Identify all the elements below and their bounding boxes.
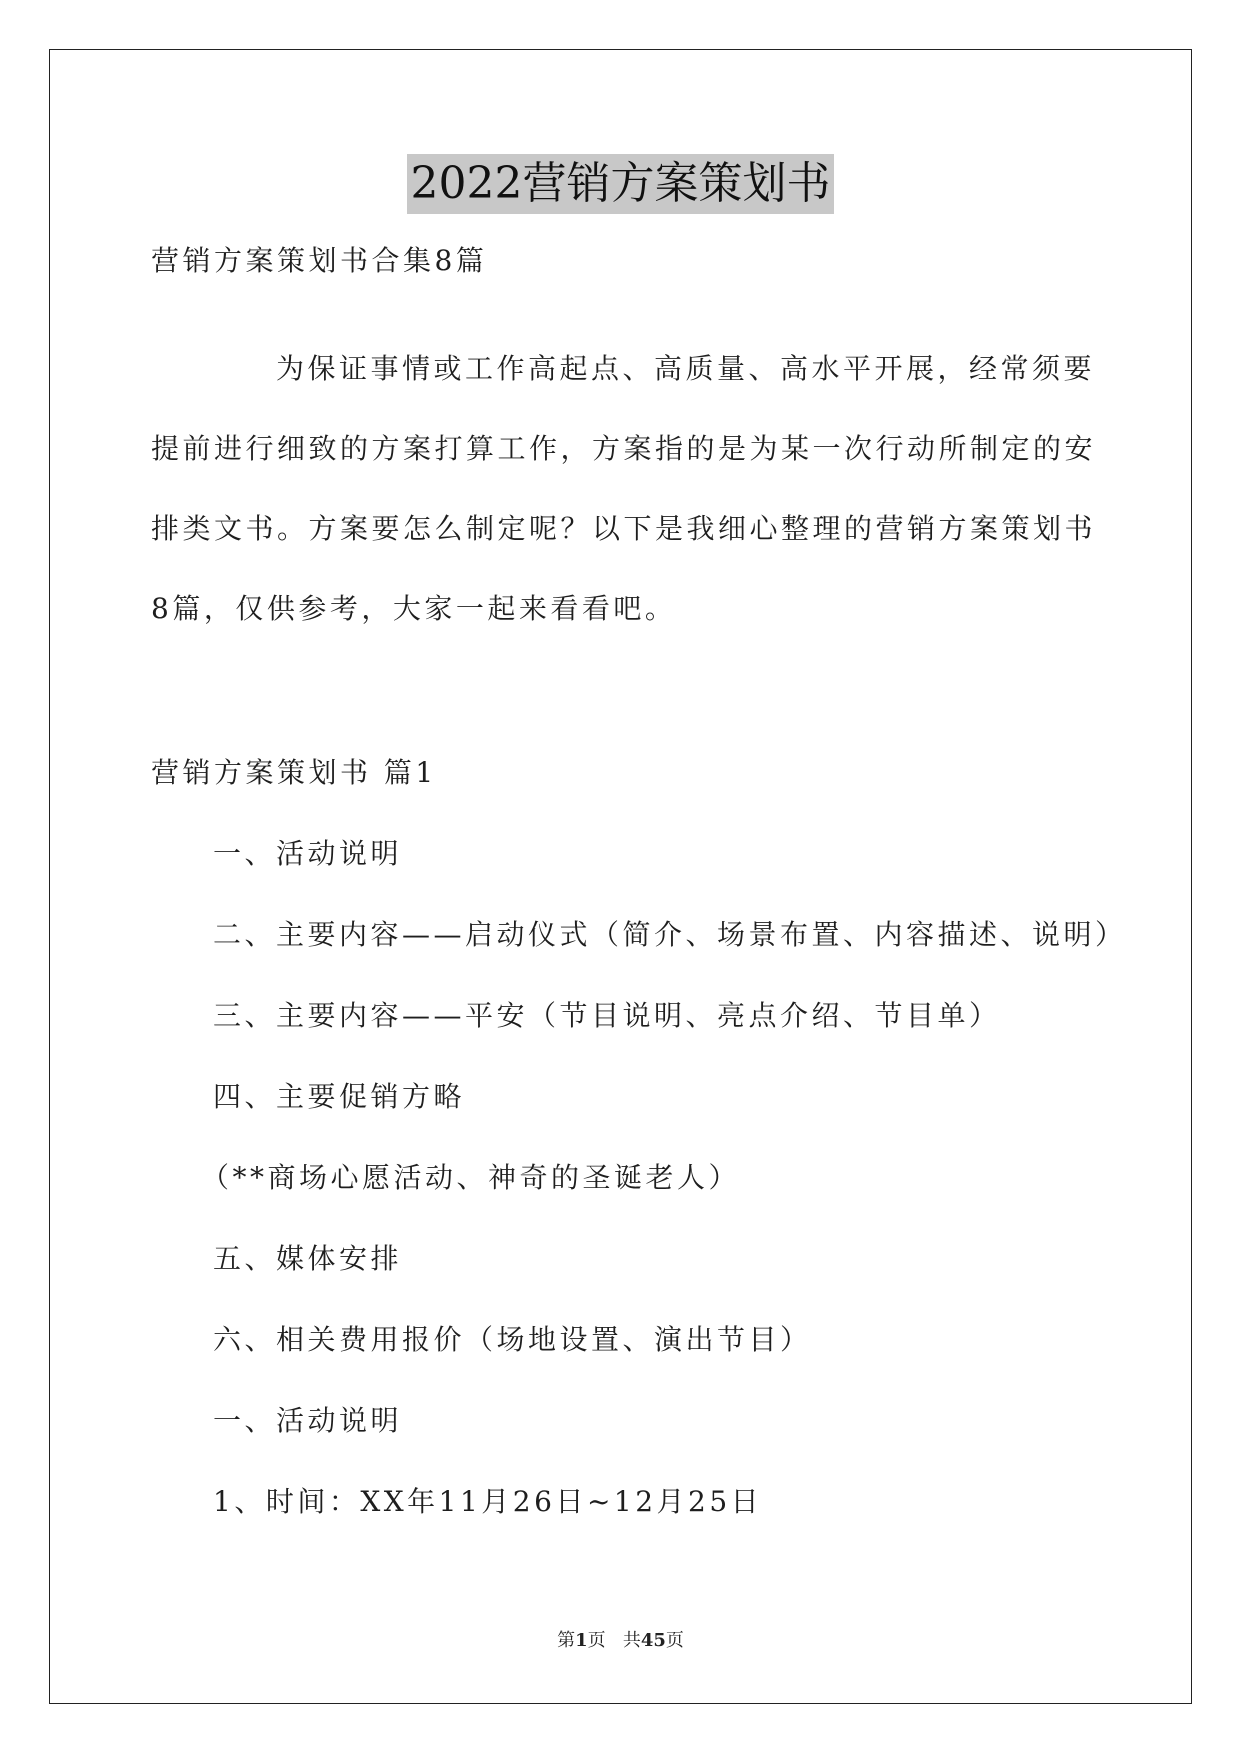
intro-line: 排类文书。方案要怎么制定呢？以下是我细心整理的营销方案策划书	[151, 512, 1097, 545]
document-subtitle: 营销方案策划书合集8篇	[151, 244, 488, 277]
intro-line: 提前进行细致的方案打算工作，方案指的是为某一次行动所制定的安	[151, 432, 1097, 465]
section-heading: 营销方案策划书 篇1	[151, 756, 437, 789]
page-suffix: 页	[587, 1630, 606, 1651]
total-pages: 45	[640, 1630, 666, 1651]
page-footer	[0, 1629, 1241, 1653]
total-prefix: 共	[622, 1630, 641, 1651]
outline-item: 一、活动说明	[213, 1404, 403, 1437]
intro-line: 8篇，仅供参考，大家一起来看看吧。	[151, 592, 677, 625]
outline-item: 五、媒体安排	[213, 1242, 403, 1275]
outline-item: 三、主要内容——平安（节目说明、亮点介绍、节目单）	[213, 999, 1001, 1032]
outline-item: 六、相关费用报价（场地设置、演出节目）	[213, 1323, 812, 1356]
title-container	[0, 154, 1241, 214]
outline-item: 一、活动说明	[213, 837, 403, 870]
outline-item: 四、主要促销方略	[213, 1080, 466, 1113]
outline-item: 二、主要内容——启动仪式（简介、场景布置、内容描述、说明）	[213, 918, 1127, 951]
intro-line: 为保证事情或工作高起点、高质量、高水平开展，经常须要	[276, 352, 1096, 385]
outline-item: （**商场心愿活动、神奇的圣诞老人）	[201, 1161, 741, 1194]
outline-item: 1、时间：XX年11月26日~12月25日	[213, 1485, 763, 1518]
document-title: 2022营销方案策划书	[407, 154, 835, 214]
page-number: 1	[575, 1630, 588, 1651]
total-suffix: 页	[665, 1630, 684, 1651]
page-border	[49, 49, 1192, 1704]
page-prefix: 第	[557, 1630, 576, 1651]
